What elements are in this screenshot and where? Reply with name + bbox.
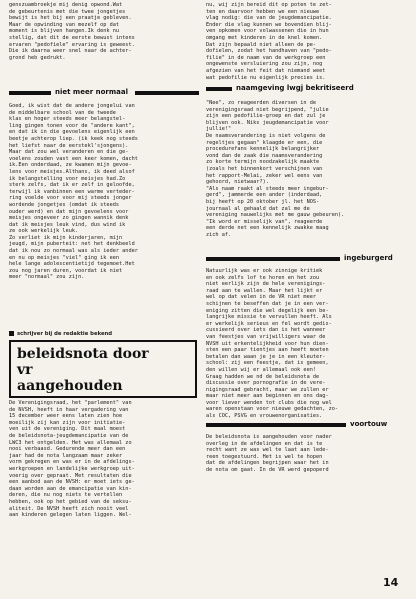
paragraph-beleidsnota: De Verenigingsraad, het "parlement" van de NVSH, heeft in haar vergadering van 15 december weer eens laten zien hoe moeilijk zij kan zijn voor initiatie- ven uit de vereniging. Dit maal moest de beleidsnota-jeugdemancipatie van de LWC3 het ontgelden. Het was allemaal zo nooi verbaasd. Gedurende meer dan een jaar had de nota langzaam maar zeker vorm gekregen en was er in de afdelings- werkgroepen en landelijke werkgroep uit- voerig over gepraat. Met resultaten die een aanbod aan de NVSH: er moet iets ge- daan worden aan de emancipatie van kin- deren, die nu nog niets te vertellen hebben, ook op het gebied van de seksu- aliteit. De NVSH heeft zich nooit veel aan kinderen gelegen laten liggen. Wel- bbox=[9, 400, 135, 519]
heading-label: voortouw bbox=[350, 420, 388, 428]
heading-rule bbox=[206, 87, 232, 91]
section-heading-voortouw bbox=[206, 420, 402, 429]
heading-rule bbox=[206, 423, 346, 427]
paragraph-ingeburgerd: Natuurlijk was er ook zinnige kritiek en ook zelfs lof te horen en het zou niet eerlijk zijn de hele verenigings- raad aan te wallen. Maar het lijkt er wel op dat velen in de VR niet meer schijnen te beseffen dat je in een ver- eniging zitten die wel degelijk een be- langrijke missie te vervullen heeft. Als er werkelijk serieus en fel wordt gedis- cussieerd over iets dan is het wanneer van feestjes van vrijwilligers waar de NVSH uit erkentelijkheid voor hun dien- sten een paar tientjes aan heeft moeten betalen dan waan je je in een kleuter- school: zij een feestje, dat is gemeen, den willen wij er allemaal ook een! Graag hadden we nd de beleidsnota de discussie over pornografie in de vere- nigingsraad gebracht, maar we zullen er maar niet meer aan beginnen en ons dag- voor liever wenden tot clubs die nog wel waren openstaan voor nieuwe gedachten, zo- als COC, PSVG en vrouwenorganisaties. bbox=[206, 268, 339, 420]
paragraph-niet-meer-normaal: Goed, ik wist dat de andere jongelui van de middelbare school van de tweede klas en hoger steeds meer belangstel- ling gingen tonen voor de "andere kant", en dat ik in die gevoelens eigenlijk een beetje achterop liep. (ik keek nog steeds het liefst naar de eerstekl'sjongens). Maar dat zou wel veranderen en die ge- voelens zouden vast een keer komen, dacht ik.Een onderdaad, ze kwamen mijn gevoe- lens voor meisjes.Althans, ik deed alsof ik belangstelling voor meisjes had.Zo sterk zelfs, dat ik er zelf in geloofde, terwijl ik vanbinnen een warme verteder- ring voelde voor voor mij steeds jonger wordende jongetjes (omdat ik steeds ouder werd) en dat mijn gevoelens voor meisjes ongeveer zo gingen wannik denk dat ik meisjes leuk vind, dus wind ik ze ook werkelijk leuk. Zo verliet ik mijn kinderjaren, mijn jeugd, mijn puberteit: net het denkbeeld dat ik nou zo normaal was als ieder ander en nu op meisjes "viel" ging ik een hele lange adolescentietijd tegemoet.Het zou nog jaren duren, voordat ik niet meer "normaal" zou zijn. bbox=[9, 103, 138, 281]
byline-text: schrijver bij de redaktie bekend bbox=[17, 331, 113, 337]
article-title: beleidsnota door vr aangehouden bbox=[17, 346, 149, 394]
heading-rule bbox=[206, 257, 340, 261]
right-column bbox=[206, 0, 402, 599]
section-heading-naamgeving bbox=[206, 84, 402, 93]
heading-label: ingeburgerd bbox=[344, 254, 393, 262]
paragraph-naamgeving: "Nee", zo reageerden diversen in de verenigingsraad niet begrijpend, "julie zijn een pedofilie-groep en dat zul je blijven ook. Niks jeugdemancipatie voor jullie!" De naamsverandering is niet volgens de regeltjes gegaan" klaagde er een, die procedurefans kennelijk belangrijker vond dan de zaak die naamsverandering zo korte termijn noodzakelijk maakte (zoals het binnenkort verschijnen van het rapport-Melai, zeker wel eens van gehoord, nietwaar?). "Als naam raakt al steeds meer ingebur- gerd", jammerde een ander (inderdaad, bij heeft op 20 oktober jl. het NOS- journaal al gehaald dat zal me de vereniging nauwelijks met me gauw gebeuren). "Ik word er misselijk van", reageerde een derde net een kennelijk zwakke maag zich af. bbox=[206, 100, 345, 238]
left-column-bottom bbox=[9, 0, 199, 599]
page-number: 14 bbox=[383, 576, 399, 589]
paragraph-continued: nu, wij zijn bereid dit op poten te zet- ten en daarvoor hebben we een nieuwe vlag nodig: die van de jeugdemancipatie. Ender die vlag kunnen we bovendien blij- ven opkomen voor volwassenen die in hun omgang met kinderen in de knel komen. Dat zijn bepaald niet alleen de pe- dofielen, zodat het handhaven van "pedo- filie" in de naam van de werkgroep een ongewenste versluiering zou zijn, nog afgezien van het feit dat niemand weet wat pedofilie nu eigenlijk precies is. bbox=[206, 2, 332, 81]
heading-label: niet meer normaal bbox=[55, 88, 128, 96]
paragraph-voortouw: De beleidsnota is aangehouden voor nader overleg in de afdelingen en dat is te recht want ze was wel te laat aan lede- reen toegestuurd. Het is wel te hopen dat de afdelingen begrijpen waar het in de nota om gaat. In de VR werd gepoperd bbox=[206, 434, 332, 473]
section-heading-ingeburgerd bbox=[206, 254, 402, 263]
heading-label: naamgeving lwgj bekritiseerd bbox=[236, 84, 354, 92]
paragraph-intro: genszuambroekje mij denig opwond.Wat de gebeurtenis met die twee jongetjes bewijt is het bij een praatje gebleven. Maar de opwinding van mezelf op dat moment is blijven hangen.Ik denk nu stellig, dat dit de eerste bewust intens ervaren "pedofiele" ervaring is geweest. Die ik daarna weer snel naar de achter- grond heb gedrukt. bbox=[9, 2, 135, 61]
